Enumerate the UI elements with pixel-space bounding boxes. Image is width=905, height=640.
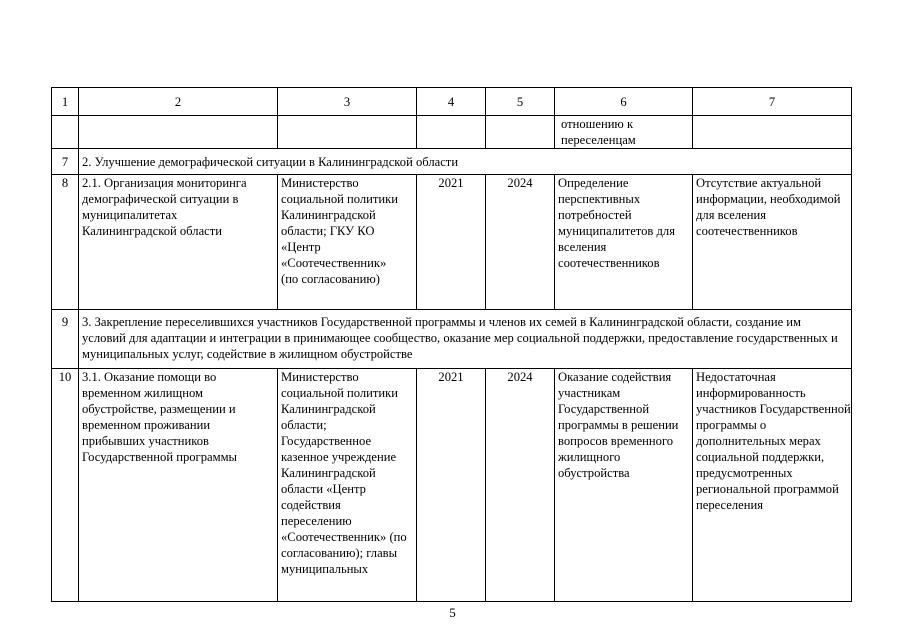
result-text: Оказание содействия участникам Государственной программы в решении вопросов временного жилищного обустройства [558,370,679,480]
executor-cell [278,175,417,310]
consequence-text: Отсутствие актуальной информации, необходимой для вселения соотечественников [696,176,841,238]
start-year: 2021 [417,369,486,602]
executor-text: Министерство социальной политики Калининградской области; ГКУ КО «Центр «Соотечественник» (по согласованию) [281,176,399,286]
end-year: 2024 [486,175,555,310]
measure-cell [79,369,278,602]
header-cell: 2 [79,88,278,116]
header-cell: 3 [278,88,417,116]
header-cell: 6 [555,88,693,116]
table-cell [486,116,555,149]
executor-cell [278,369,417,602]
header-cell: 7 [693,88,852,116]
table-cell [555,116,693,149]
consequence-cell [693,369,852,602]
measure-text: 3.1. Оказание помощи во временном жилищном обустройстве, размещении и временном проживании прибывших участников Государственной программы [82,370,238,464]
header-cell: 5 [486,88,555,116]
section-row [52,149,852,175]
table-row [52,175,852,310]
executor-text: Министерство социальной политики Калининградской области; Государственное казенное учреждение Калининградской области «Центр содействия переселению «Соотечественник» (по согласованию); главы муниципальных [281,370,407,576]
table-cell [52,116,79,149]
header-cell: 1 [52,88,79,116]
row-number: 10 [52,369,79,602]
table-cell [79,116,278,149]
row-number: 7 [52,149,79,175]
table-cell [693,116,852,149]
section-title: 2. Улучшение демографической ситуации в Калининградской области [79,149,852,175]
page-number: 5 [449,605,456,620]
section-row [52,310,852,369]
continued-result-text: отношению к переселенцам [561,117,636,147]
table-cell [278,116,417,149]
consequence-text: Недостаточная информированность участников Государственной программы о дополнительных мерах социальной поддержки, предусмотренных региональной программой переселения [696,370,851,512]
document-table [51,87,852,602]
result-cell [555,369,693,602]
row-number: 8 [52,175,79,310]
table-row [52,116,852,149]
header-cell: 4 [417,88,486,116]
row-number: 9 [52,310,79,369]
result-text: Определение перспективных потребностей муниципалитетов для вселения соотечественников [558,176,675,270]
measure-text: 2.1. Организация мониторинга демографической ситуации в муниципалитетах Калининградской области [82,176,247,238]
end-year: 2024 [486,369,555,602]
table-cell [417,116,486,149]
result-cell [555,175,693,310]
start-year: 2021 [417,175,486,310]
consequence-cell [693,175,852,310]
table-row [52,369,852,602]
header-row [52,88,852,116]
section-title: 3. Закрепление переселившихся участников Государственной программы и членов их семей в Калининградской области, создание им условий для адаптации и интеграции в принимающее сообщество, оказание мер социальной поддержки, предоставление государственных и муниципальных услуг, содействие в жилищном обустройстве [79,310,852,369]
measure-cell [79,175,278,310]
